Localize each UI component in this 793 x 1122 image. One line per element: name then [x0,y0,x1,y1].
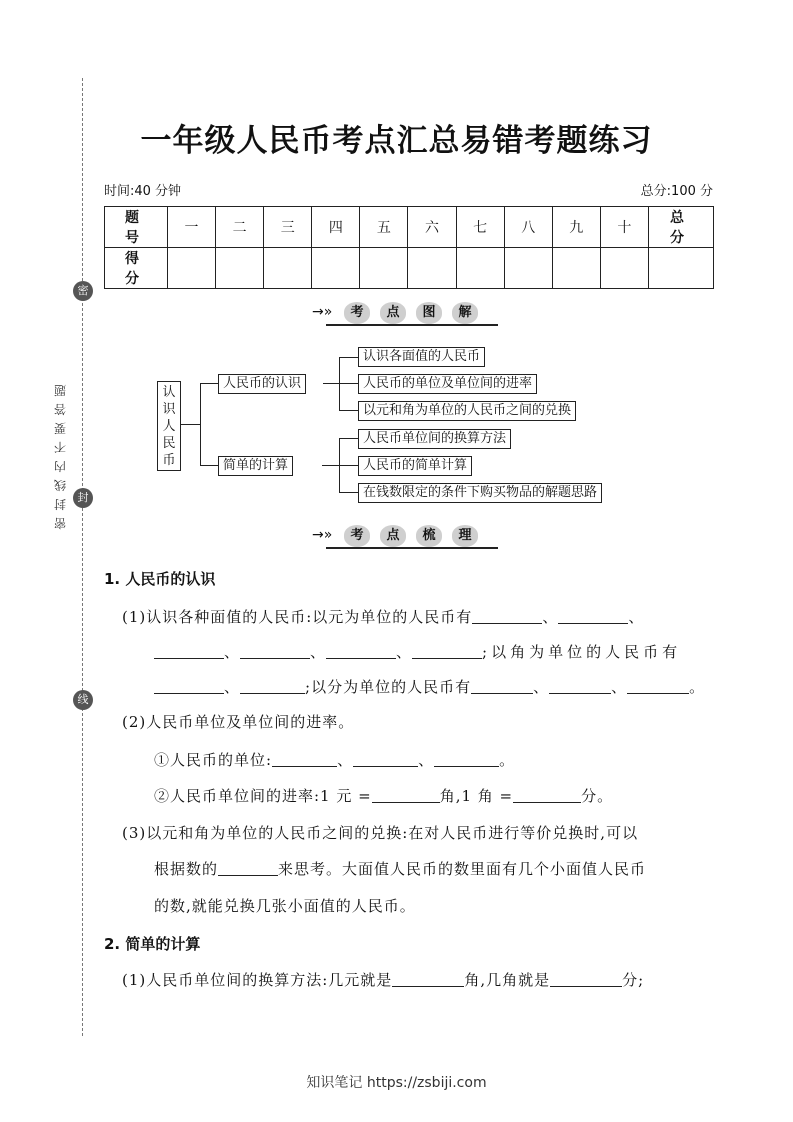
table-cell: 九 [552,207,600,248]
mindmap-root: 认识人民币 [157,381,181,471]
time-limit: 时间:40 分钟 [104,184,182,199]
arrow-icon: →» [312,304,333,320]
score-input-cell[interactable] [649,248,714,289]
question-line: (1)人民币单位间的换算方法:几元就是 角,几角就是 分; [122,971,645,989]
mindmap-leaf: 人民币的单位及单位间的进率 [358,374,537,394]
answer-blank[interactable] [549,679,611,694]
section-heading: 1. 人民币的认识 [104,570,216,588]
banner-kaodian-shuli [312,525,502,551]
score-input-cell[interactable] [264,248,312,289]
mindmap-leaf: 在钱数限定的条件下购买物品的解题思路 [358,483,602,503]
table-cell: 五 [360,207,408,248]
seal-xian: 线 [73,690,93,710]
table-cell: 六 [408,207,456,248]
mindmap-leaf: 人民币的简单计算 [358,456,472,476]
answer-blank[interactable] [372,788,440,803]
answer-blank[interactable] [558,609,628,624]
answer-blank[interactable] [392,972,464,987]
banner-char: 理 [452,525,478,547]
question-line: 的数,就能兑换几张小面值的人民币。 [154,897,416,915]
banner-kaodian-tujie [312,302,502,328]
answer-blank[interactable] [627,679,689,694]
arrow-icon: →» [312,527,333,543]
answer-blank[interactable] [240,679,305,694]
answer-blank[interactable] [240,644,310,659]
mindmap-leaf: 以元和角为单位的人民币之间的兑换 [358,401,576,421]
score-table [104,206,714,289]
table-row [105,207,714,248]
mindmap-branch-2: 简单的计算 [218,456,293,476]
answer-blank[interactable] [154,644,224,659]
score-input-cell[interactable] [504,248,552,289]
mindmap-branch-1: 人民币的认识 [218,374,306,394]
score-input-cell[interactable] [360,248,408,289]
table-cell: 得 分 [105,248,168,289]
table-cell: 八 [504,207,552,248]
table-cell: 一 [168,207,216,248]
table-cell: 七 [456,207,504,248]
answer-blank[interactable] [471,679,533,694]
score-input-cell[interactable] [600,248,648,289]
table-cell: 二 [216,207,264,248]
binding-dashed-line [82,78,83,1036]
seal-mi: 密 [73,281,93,301]
answer-blank[interactable] [218,861,278,876]
question-line: (2)人民币单位及单位间的进率。 [122,713,355,731]
page-title: 一年级人民币考点汇总易错考题练习 [140,123,653,159]
score-input-cell[interactable] [408,248,456,289]
score-input-cell[interactable] [312,248,360,289]
table-cell: 总 分 [649,207,714,248]
banner-char: 考 [344,525,370,547]
binding-notice: 密封线内不要答题 [54,383,67,530]
mindmap-leaf: 认识各面值的人民币 [358,347,485,367]
question-line: 根据数的 来思考。大面值人民币的数里面有几个小面值人民币 [154,860,647,878]
score-input-cell[interactable] [216,248,264,289]
answer-blank[interactable] [326,644,396,659]
banner-char: 点 [380,525,406,547]
answer-blank[interactable] [472,609,542,624]
seal-feng: 封 [73,488,93,508]
score-input-cell[interactable] [552,248,600,289]
score-input-cell[interactable] [456,248,504,289]
question-line: (1)认识各种面值的人民币:以元为单位的人民币有 、 、 [122,608,645,626]
banner-char: 图 [416,302,442,324]
banner-char: 梳 [416,525,442,547]
total-score: 总分:100 分 [640,184,713,199]
section-heading: 2. 简单的计算 [104,935,201,953]
banner-char: 考 [344,302,370,324]
score-input-cell[interactable] [168,248,216,289]
banner-char: 解 [452,302,478,324]
answer-blank[interactable] [154,679,224,694]
banner-char: 点 [380,302,406,324]
question-line: 、 、 、 ;以角为单位的人民币有 [154,642,681,662]
answer-blank[interactable] [272,752,337,767]
mindmap-leaf: 人民币单位间的换算方法 [358,429,511,449]
table-cell: 四 [312,207,360,248]
answer-blank[interactable] [513,788,581,803]
question-line: ①人民币的单位: 、 、 。 [154,751,516,769]
table-cell: 题 号 [105,207,168,248]
table-row [105,248,714,289]
table-cell: 三 [264,207,312,248]
answer-blank[interactable] [434,752,499,767]
answer-blank[interactable] [353,752,418,767]
answer-blank[interactable] [550,972,622,987]
footer-watermark: 知识笔记 https://zsbiji.com [306,1075,487,1091]
question-line: (3)以元和角为单位的人民币之间的兑换:在对人民币进行等价兑换时,可以 [122,824,639,842]
table-cell: 十 [600,207,648,248]
question-line: ②人民币单位间的进率:1 元 = 角,1 角 = 分。 [154,787,614,805]
answer-blank[interactable] [412,644,482,659]
question-line: 、 ;以分为单位的人民币有 、 、 。 [154,677,705,697]
